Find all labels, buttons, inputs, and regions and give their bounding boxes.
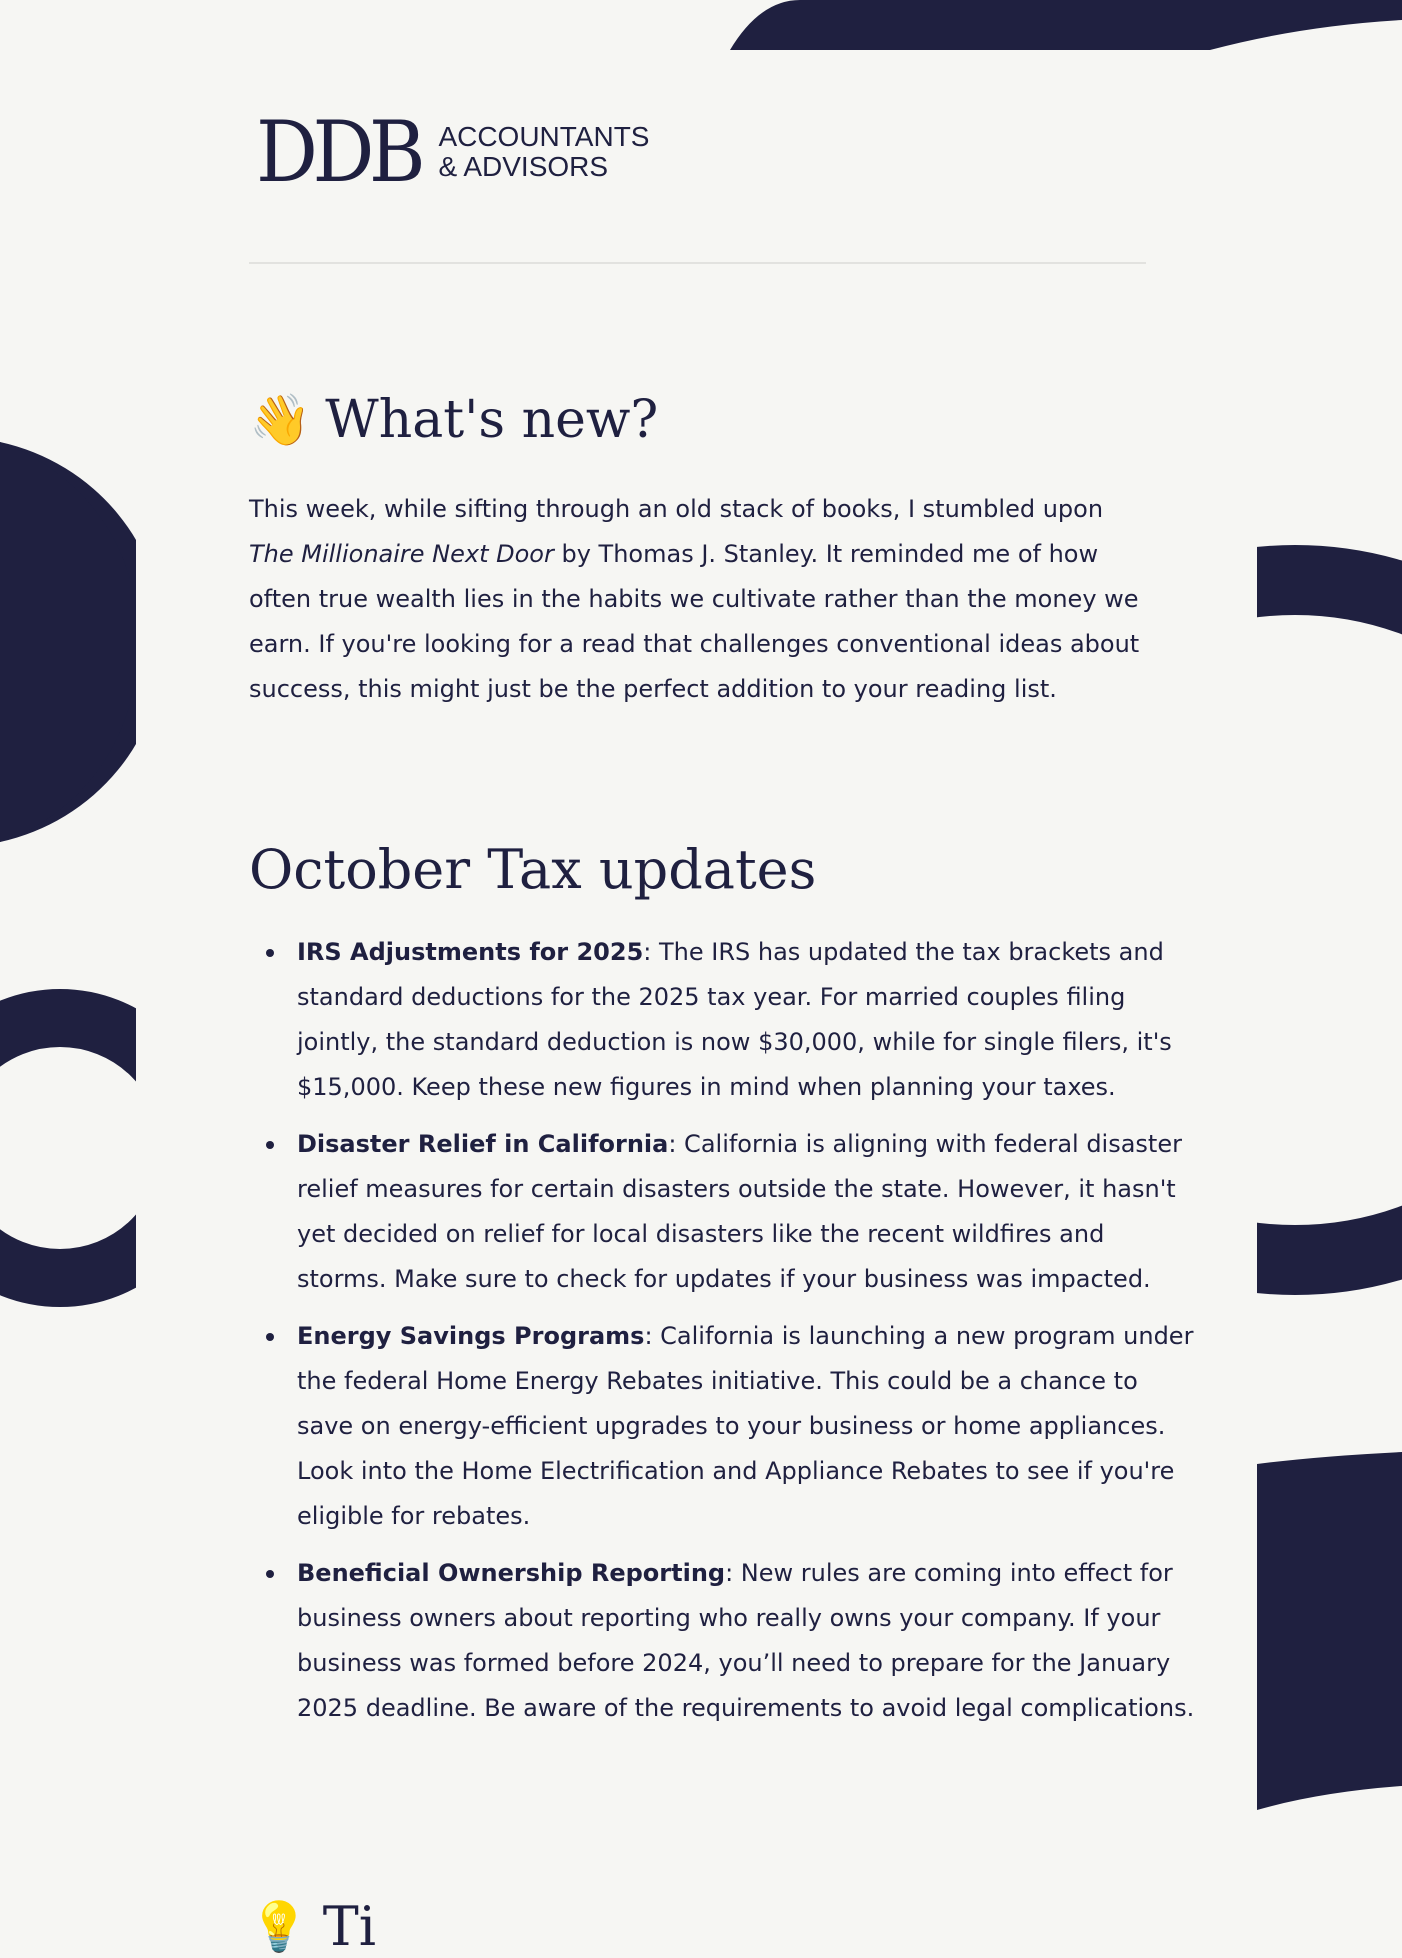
top-arc-shape <box>730 0 1402 50</box>
list-item <box>297 1551 1197 1731</box>
list-item <box>297 1314 1197 1539</box>
right-block-shape <box>1257 1452 1402 1810</box>
logo-line-2: & ADVISORS <box>438 151 609 182</box>
update-title: Beneficial Ownership Reporting <box>297 1559 726 1587</box>
book-title: The Millionaire Next Door <box>249 540 554 568</box>
update-text: : California is aligning with federal disaster relief measures for certain disasters outside the state. However, it hasn't yet decided on relief for local disasters like the recent wildfires and storms. Make sure to check for updates if your business was impacted. <box>297 1130 1182 1293</box>
whats-new-heading-text: What's new? <box>325 390 659 450</box>
logo-text <box>438 122 649 182</box>
october-tax-heading: October Tax updates <box>249 838 817 901</box>
tips-heading-text: Ti <box>322 1895 377 1958</box>
update-text: : California is launching a new program under the federal Home Energy Rebates initiative. This could be a chance to save on energy-efficient upgrades to your business or home appliances. Look into the Home Electrification and Appliance Rebates to see if you're eligible for rebates. <box>297 1322 1194 1530</box>
logo-line-1: ACCOUNTANTS <box>438 121 650 152</box>
tax-updates-list <box>249 930 1197 1743</box>
update-title: Disaster Relief in California <box>297 1130 669 1158</box>
list-item <box>297 930 1197 1110</box>
ddb-logo <box>256 103 650 201</box>
whats-new-heading <box>249 390 658 450</box>
update-text: : New rules are coming into effect for business owners about reporting who really owns your company. If your business was formed before 2024, you’ll need to prepare for the January 2025 deadline. Be aware of the requirements to avoid legal complications. <box>297 1559 1195 1722</box>
light-bulb-icon: 💡 <box>249 1899 309 1955</box>
whats-new-paragraph <box>249 487 1149 712</box>
intro-text-2: by Thomas J. Stanley. It reminded me of how often true wealth lies in the habits we cultivate rather than the money we earn. If you're looking for a read that challenges conventional ideas about success, this might just be the perfect addition to your reading list. <box>249 540 1140 703</box>
list-item <box>297 1122 1197 1302</box>
left-half-circle-fill <box>0 442 137 842</box>
logo-mark: DDB <box>256 103 421 201</box>
header-divider <box>249 262 1146 264</box>
intro-text-1: This week, while sifting through an old stack of books, I stumbled upon <box>249 495 1104 523</box>
update-text: : The IRS has updated the tax brackets and standard deductions for the 2025 tax year. For married couples filing jointly, the standard deduction is now $30,000, while for single filers, it's $15,000. Keep these new figures in mind when planning your taxes. <box>297 938 1172 1101</box>
waving-hand-icon: 👋 <box>249 390 312 449</box>
update-title: Energy Savings Programs <box>297 1322 645 1350</box>
update-title: IRS Adjustments for 2025 <box>297 938 644 966</box>
tips-heading <box>249 1895 376 1958</box>
